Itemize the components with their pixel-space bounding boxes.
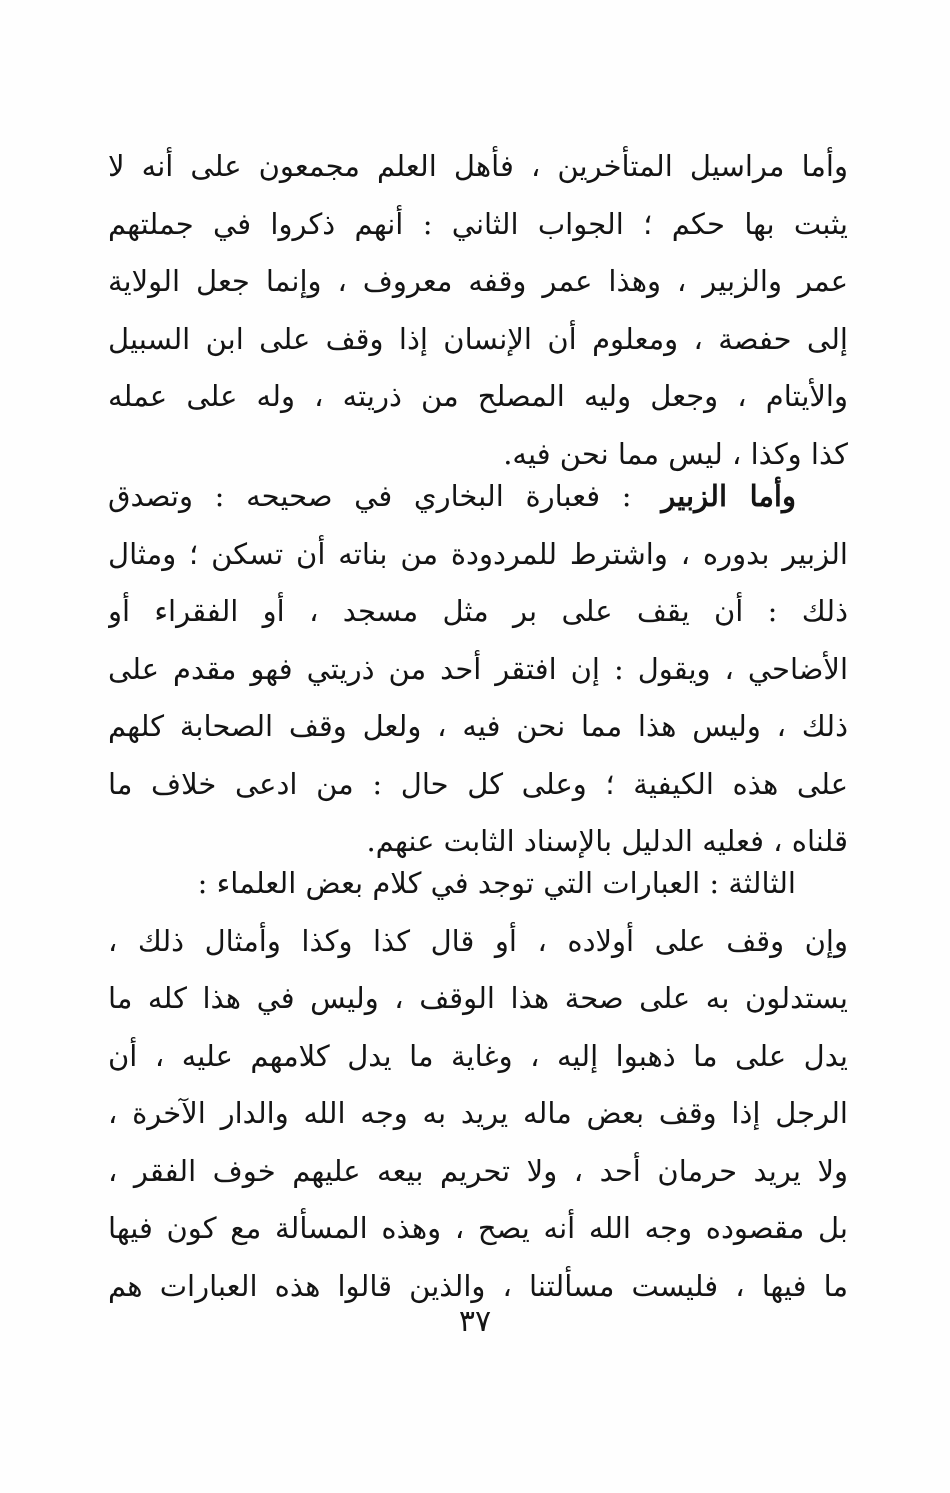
text-line: والأيتام ، وجعل وليه المصلح من ذريته ، وله على عمله [108, 379, 848, 413]
text-line: إلى حفصة ، ومعلوم أن الإنسان إذا وقف على ابن السبيل [108, 321, 848, 356]
text-line: بل مقصوده وجه الله أنه يصح ، وهذه المسألة مع كون فيها [108, 1211, 848, 1245]
paragraph-3 [108, 855, 848, 1315]
text-line: يثبت بها حكم ؛ الجواب الثاني : أنهم ذكروا في جملتهم [108, 206, 848, 241]
text-line: ذلك ، وليس هذا مما نحن فيه ، ولعل وقف الصحابة كلهم [108, 709, 848, 743]
text-line: الأضاحي ، ويقول : إن افتقر أحد من ذريتي فهو مقدم على [108, 651, 848, 686]
text-line: كذا وكذا ، ليس مما نحن فيه. [503, 436, 848, 471]
page-number: ٣٧ [458, 1304, 492, 1339]
text-line: الثالثة : العبارات التي توجد في كلام بعض العلماء : [197, 866, 796, 900]
text-line: ذلك : أن يقف على بر مثل مسجد ، أو الفقراء أو [108, 594, 848, 628]
text-line: يدل على ما ذهبوا إليه ، وغاية ما يدل كلامهم عليه ، أن [108, 1038, 848, 1073]
text-line: الزبير بدوره ، واشترط للمردودة من بناته أن تسكن ؛ ومثال [108, 536, 848, 571]
text-line: عمر والزبير ، وهذا عمر وقفه معروف ، وإنما جعل الولاية [108, 264, 848, 298]
text-line-first [108, 468, 848, 526]
text-line: الرجل إذا وقف بعض ماله يريد به وجه الله والدار الآخرة ، [108, 1096, 848, 1130]
text-line: يستدلون به على صحة هذا الوقف ، وليس في هذا كله ما [108, 981, 848, 1015]
text-line: وإن وقف على أولاده ، أو قال كذا وكذا وأمثال ذلك ، [108, 923, 848, 958]
text-line: على هذه الكيفية ؛ وعلى كل حال : من ادعى خلاف ما [108, 766, 848, 801]
text-line: ولا يريد حرمان أحد ، ولا تحريم بيعه عليهم خوف الفقر ، [108, 1153, 848, 1188]
text-line: قلناه ، فعليه الدليل بالإسناد الثابت عنهم. [366, 824, 848, 858]
paragraph-1 [108, 138, 848, 483]
text-line: وأما مراسيل المتأخرين ، فأهل العلم مجمعون على أنه لا [108, 149, 848, 183]
text-line: ما فيها ، فليست مسألتنا ، والذين قالوا هذه العبارات هم [108, 1268, 848, 1303]
text-line-rest: : فعبارة البخاري في صحيحه : وتصدق [108, 479, 632, 513]
paragraph-lead-bold: وأما الزبير [661, 479, 796, 513]
paragraph-2 [108, 468, 848, 871]
